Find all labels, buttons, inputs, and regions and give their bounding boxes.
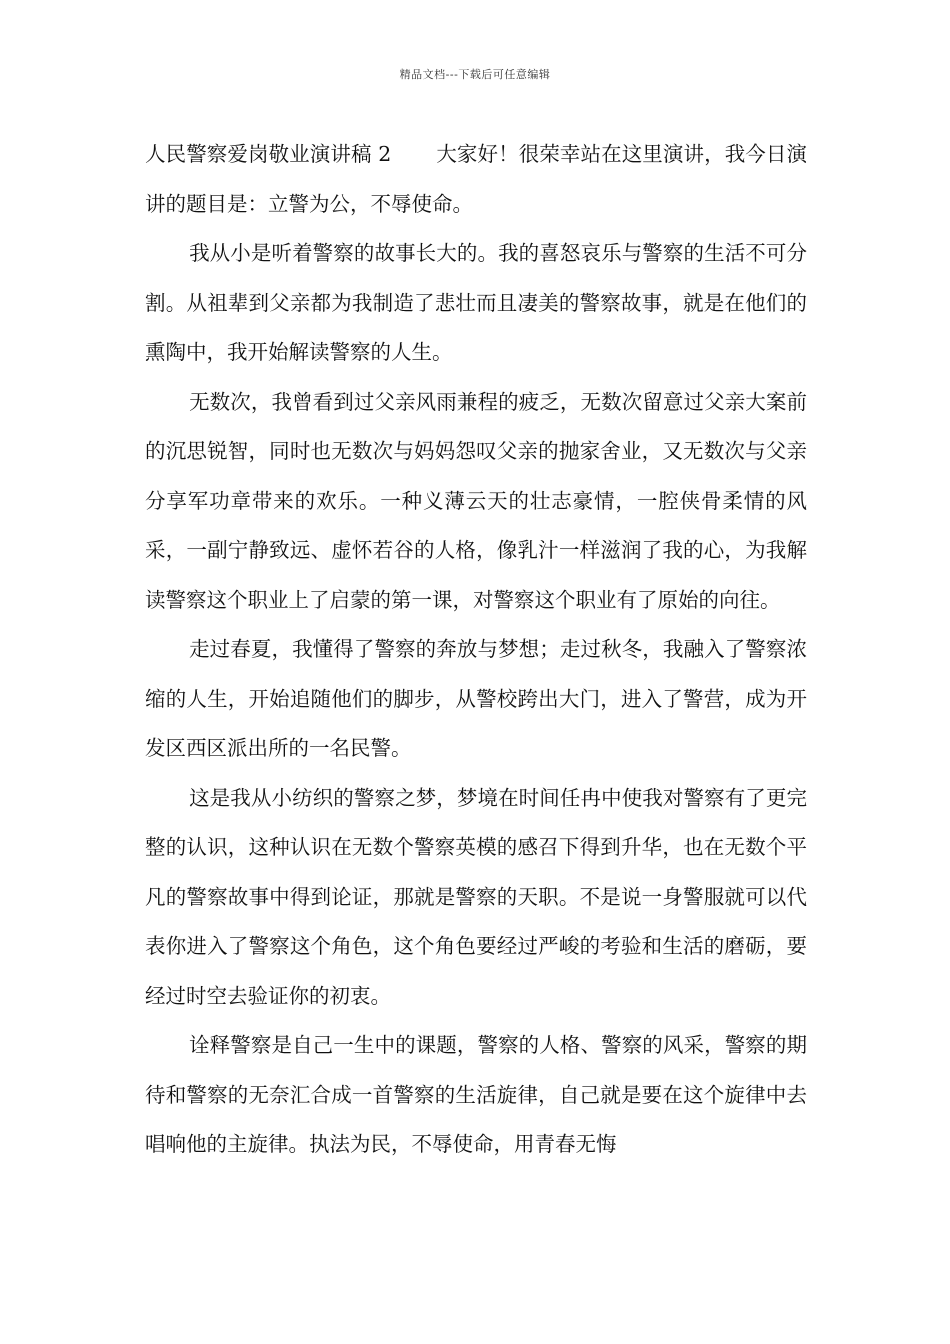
document-title: 人民警察爱岗敬业演讲稿 2 [145,142,392,166]
paragraph: 走过春夏，我懂得了警察的奔放与梦想；走过秋冬，我融入了警察浓缩的人生，开始追随他们的脚步，从警校跨出大门，进入了警营，成为开发区西区派出所的一名民警。 [145,637,807,760]
document-body [145,130,807,1170]
intro-text: 大家好！很荣幸站在这里演讲，我今日演讲的题目是：立警为公，不辱使命。 [145,142,807,216]
title-paragraph [145,130,807,229]
page-header: 精品文档---下载后可任意编辑 [399,68,551,81]
paragraph: 这是我从小纺织的警察之梦，梦境在时间任冉中使我对警察有了更完整的认识，这种认识在无数个警察英模的感召下得到升华，也在无数个平凡的警察故事中得到论证，那就是警察的天职。不是说一身警服就可以代表你进入了警察这个角色，这个角色要经过严峻的考验和生活的磨砺，要经过时空去验证你的初衷。 [145,785,807,1008]
paragraph: 我从小是听着警察的故事长大的。我的喜怒哀乐与警察的生活不可分割。从祖辈到父亲都为我制造了悲壮而且凄美的警察故事，就是在他们的熏陶中，我开始解读警察的人生。 [145,241,807,364]
paragraph: 无数次，我曾看到过父亲风雨兼程的疲乏，无数次留意过父亲大案前的沉思锐智，同时也无数次与妈妈怨叹父亲的抛家舍业，又无数次与父亲分享军功章带来的欢乐。一种义薄云天的壮志豪情，一腔侠骨柔情的风采，一副宁静致远、虚怀若谷的人格，像乳汁一样滋润了我的心，为我解读警察这个职业上了启蒙的第一课，对警察这个职业有了原始的向往。 [145,389,807,612]
paragraph: 诠释警察是自己一生中的课题，警察的人格、警察的风采，警察的期待和警察的无奈汇合成一首警察的生活旋律，自己就是要在这个旋律中去唱响他的主旋律。执法为民，不辱使命，用青春无悔 [145,1033,807,1156]
